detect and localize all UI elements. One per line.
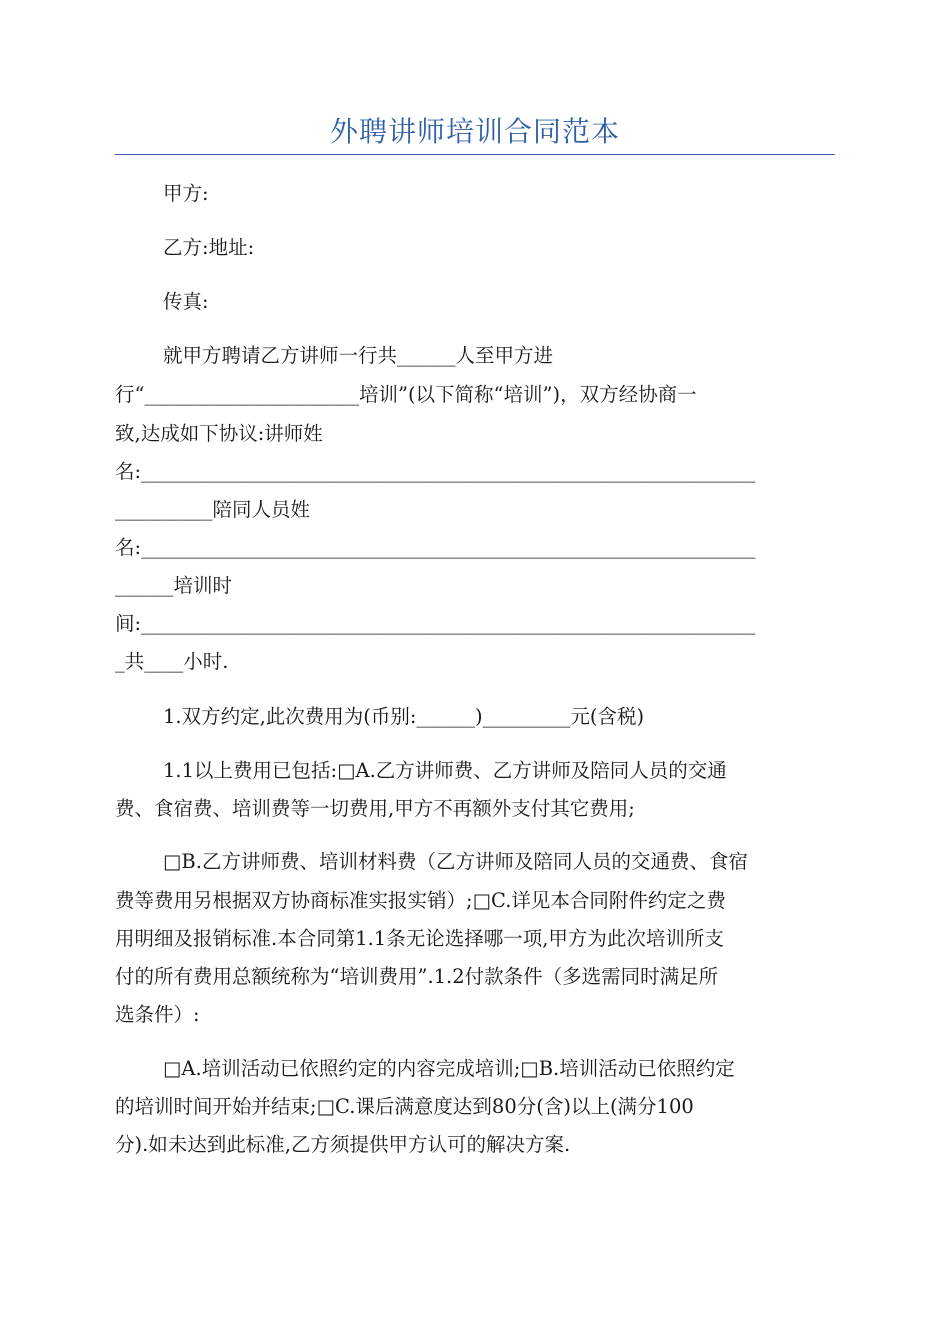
companion-line: __________陪同人员姓 (115, 498, 311, 521)
clause-option-b-line: 付的所有费用总额统称为“培训费用”.1.2付款条件（多选需同时满足所 (115, 965, 719, 988)
party-b-address-line: 乙方:地址: (163, 236, 255, 259)
clause-1-1-line: 1.1以上费用已包括:□A.乙方讲师费、乙方讲师及陪同人员的交通 (163, 759, 727, 782)
payment-conditions-line: 的培训时间开始并结束;□C.课后满意度达到80分(含)以上(满分100 (115, 1095, 694, 1118)
clause-1-line: 1.双方约定,此次费用为(币别:______)_________元(含税) (163, 705, 645, 728)
intro-paragraph-line: 行“______________________培训”(以下简称“培训”)，双方经协商一 (115, 383, 697, 406)
training-time-blank-line: 间:_______________________________________________________________ (115, 612, 756, 635)
clause-option-b-line: 选条件）: (115, 1003, 200, 1026)
payment-conditions-line: 分).如未达到此标准,乙方须提供甲方认可的解决方案. (115, 1133, 571, 1156)
document-title: 外聘讲师培训合同范本 (329, 115, 620, 148)
clause-option-b-line: 费等费用另根据双方协商标准实报实销）;□C.详见本合同附件约定之费 (115, 889, 726, 912)
intro-paragraph-line: 致,达成如下协议:讲师姓 (115, 422, 323, 445)
companion-name-line: 名:_______________________________________________________________ (115, 536, 756, 559)
clause-1-1-line: 费、食宿费、培训费等一切费用,甲方不再额外支付其它费用; (115, 797, 635, 820)
party-a-line: 甲方: (163, 182, 209, 205)
payment-conditions-line: □A.培训活动已依照约定的内容完成培训;□B.培训活动已依照约定 (163, 1057, 735, 1080)
total-hours-line: _共____小时. (115, 650, 229, 673)
lecturer-name-line: 名:_______________________________________________________________ (115, 460, 756, 483)
training-time-line: ______培训时 (115, 574, 233, 597)
fax-line: 传真: (163, 290, 209, 313)
clause-option-b-line: □B.乙方讲师费、培训材料费（乙方讲师及陪同人员的交通费、食宿 (163, 850, 748, 873)
intro-paragraph-line: 就甲方聘请乙方讲师一行共______人至甲方进 (163, 344, 554, 367)
clause-option-b-line: 用明细及报销标准.本合同第1.1条无论选择哪一项,甲方为此次培训所支 (115, 927, 724, 950)
title-underline (115, 154, 835, 155)
